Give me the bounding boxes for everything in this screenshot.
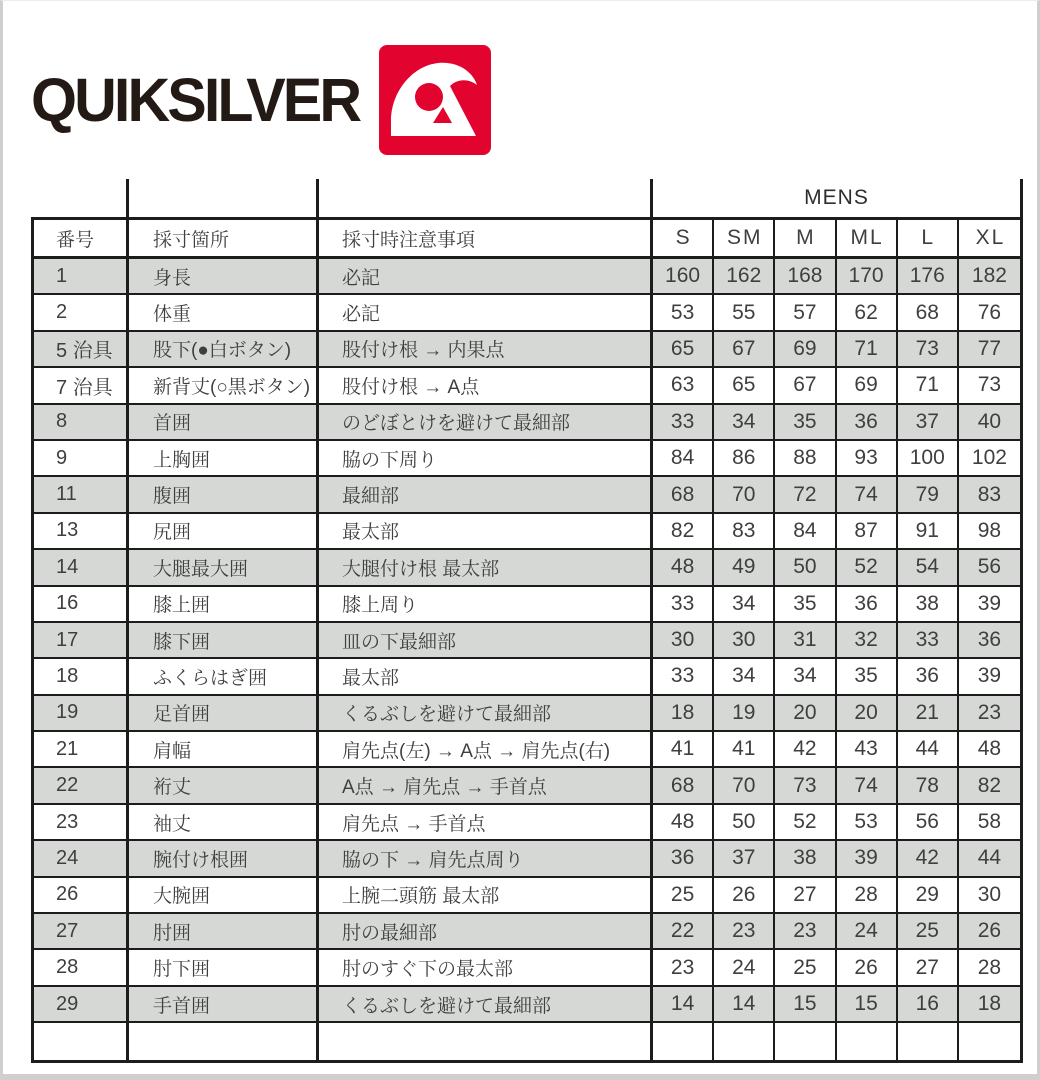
size-value-cell: 65 bbox=[653, 332, 714, 366]
size-value-cell: 68 bbox=[898, 295, 959, 329]
part-name-cell: 股下(●白ボタン) bbox=[129, 332, 319, 366]
part-name-cell: ふくらはぎ囲 bbox=[129, 659, 319, 693]
table-row bbox=[34, 841, 1020, 877]
size-value-cell: 57 bbox=[775, 295, 836, 329]
size-value-cell: 91 bbox=[898, 514, 959, 548]
size-value-cell: 168 bbox=[775, 259, 836, 293]
size-value-cell: 48 bbox=[653, 805, 714, 839]
size-value-cell: 69 bbox=[837, 368, 898, 402]
size-value-cell: 39 bbox=[837, 841, 898, 875]
note-cell: 股付け根 → 内果点 bbox=[319, 332, 653, 366]
note-cell: 必記 bbox=[319, 295, 653, 329]
note-cell: くるぶしを避けて最細部 bbox=[319, 696, 653, 730]
part-name-cell: 上胸囲 bbox=[129, 441, 319, 475]
row-number-cell: 11 bbox=[34, 477, 129, 511]
table-header-row bbox=[34, 220, 1020, 259]
size-value-cell: 88 bbox=[775, 441, 836, 475]
size-value-cell: 70 bbox=[714, 768, 775, 802]
table-row bbox=[34, 405, 1020, 441]
size-value-cell: 74 bbox=[837, 768, 898, 802]
size-value-cell: 27 bbox=[775, 878, 836, 912]
size-value-cell: 68 bbox=[653, 477, 714, 511]
table-row bbox=[34, 332, 1020, 368]
size-value-cell: 33 bbox=[653, 587, 714, 621]
row-number-cell: 5 治具 bbox=[34, 332, 129, 366]
size-value-cell: 40 bbox=[977, 409, 1002, 433]
size-value-cell: 20 bbox=[775, 696, 836, 730]
size-value-cell: 73 bbox=[977, 373, 1002, 397]
part-name-cell: 首囲 bbox=[129, 405, 319, 439]
row-number-cell: 7 治具 bbox=[34, 368, 129, 402]
size-value-cell: 15 bbox=[837, 987, 898, 1021]
part-name-cell: 肘下囲 bbox=[129, 950, 319, 984]
size-value-cell: 62 bbox=[837, 295, 898, 329]
size-value-cell: 100 bbox=[898, 441, 959, 475]
row-number-cell: 24 bbox=[34, 841, 129, 875]
size-value-cell: 93 bbox=[837, 441, 898, 475]
size-value-cell: 34 bbox=[714, 659, 775, 693]
size-value-cell: 176 bbox=[898, 259, 959, 293]
size-value-cell: 39 bbox=[977, 664, 1002, 688]
size-value-cell: 22 bbox=[653, 914, 714, 948]
size-value-cell: 73 bbox=[775, 768, 836, 802]
size-value-cell: 55 bbox=[714, 295, 775, 329]
note-cell: のどぼとけを避けて最細部 bbox=[319, 405, 653, 439]
size-value-cell: 102 bbox=[971, 446, 1007, 470]
size-value-cell: 29 bbox=[898, 878, 959, 912]
size-value-cell: 25 bbox=[898, 914, 959, 948]
size-value-cell: 37 bbox=[714, 841, 775, 875]
row-number-cell: 16 bbox=[34, 587, 129, 621]
size-value-cell: 23 bbox=[714, 914, 775, 948]
size-value-cell: 34 bbox=[775, 659, 836, 693]
size-value-cell: 82 bbox=[977, 773, 1002, 797]
part-name-cell: 肘囲 bbox=[129, 914, 319, 948]
note-cell: 膝上周り bbox=[319, 587, 653, 621]
size-value-cell: 33 bbox=[898, 623, 959, 657]
size-value-cell: 41 bbox=[653, 732, 714, 766]
column-header-number: 番号 bbox=[34, 220, 129, 256]
size-value-cell: 25 bbox=[653, 878, 714, 912]
table-row bbox=[34, 259, 1020, 295]
size-value-cell: 52 bbox=[837, 550, 898, 584]
size-value-cell: 30 bbox=[714, 623, 775, 657]
column-header-part: 採寸箇所 bbox=[129, 220, 319, 256]
size-value-cell: 79 bbox=[898, 477, 959, 511]
row-number-cell: 8 bbox=[34, 405, 129, 439]
size-value-cell: 34 bbox=[714, 587, 775, 621]
size-value-cell: 36 bbox=[837, 587, 898, 621]
size-value-cell: 84 bbox=[775, 514, 836, 548]
row-number-cell: 18 bbox=[34, 659, 129, 693]
note-cell: 必記 bbox=[319, 259, 653, 293]
part-name-cell: 体重 bbox=[129, 295, 319, 329]
size-value-cell: 53 bbox=[653, 295, 714, 329]
size-column-header: XL bbox=[975, 226, 1006, 249]
size-value-cell: 39 bbox=[977, 591, 1002, 615]
size-value-cell: 24 bbox=[837, 914, 898, 948]
size-value-cell: 18 bbox=[653, 696, 714, 730]
size-group-band bbox=[31, 179, 1023, 217]
size-column-header: SM bbox=[714, 220, 775, 256]
row-number-cell: 22 bbox=[34, 768, 129, 802]
note-cell: くるぶしを避けて最細部 bbox=[319, 987, 653, 1021]
note-cell: 肩先点 → 手首点 bbox=[319, 805, 653, 839]
part-name-cell: 身長 bbox=[129, 259, 319, 293]
column-divider bbox=[316, 179, 319, 217]
size-value-cell: 32 bbox=[837, 623, 898, 657]
size-value-cell: 50 bbox=[714, 805, 775, 839]
size-value-cell: 83 bbox=[977, 482, 1002, 506]
row-number-cell: 19 bbox=[34, 696, 129, 730]
size-value-cell: 14 bbox=[714, 987, 775, 1021]
size-value-cell: 42 bbox=[775, 732, 836, 766]
size-value-cell: 23 bbox=[653, 950, 714, 984]
size-value-cell: 48 bbox=[653, 550, 714, 584]
size-value-cell: 65 bbox=[714, 368, 775, 402]
size-column-header: ML bbox=[837, 220, 898, 256]
size-value-cell: 83 bbox=[714, 514, 775, 548]
note-cell: 最太部 bbox=[319, 514, 653, 548]
row-number-cell: 17 bbox=[34, 623, 129, 657]
brand-wordmark: QUIKSILVER bbox=[31, 66, 360, 134]
note-cell: 脇の下周り bbox=[319, 441, 653, 475]
size-value-cell: 19 bbox=[714, 696, 775, 730]
row-number-cell: 21 bbox=[34, 732, 129, 766]
size-value-cell: 36 bbox=[898, 659, 959, 693]
part-name-cell: 袖丈 bbox=[129, 805, 319, 839]
size-value-cell: 36 bbox=[837, 405, 898, 439]
size-value-cell: 14 bbox=[653, 987, 714, 1021]
size-value-cell: 21 bbox=[898, 696, 959, 730]
size-value-cell: 76 bbox=[977, 300, 1002, 324]
size-value-cell: 54 bbox=[898, 550, 959, 584]
size-group-label: MENS bbox=[804, 186, 869, 209]
size-value-cell: 34 bbox=[714, 405, 775, 439]
size-column-header: S bbox=[653, 220, 714, 256]
size-value-cell: 53 bbox=[837, 805, 898, 839]
size-value-cell: 44 bbox=[898, 732, 959, 766]
size-value-cell: 67 bbox=[775, 368, 836, 402]
part-name-cell: 足首囲 bbox=[129, 696, 319, 730]
size-value-cell: 162 bbox=[714, 259, 775, 293]
column-divider bbox=[1020, 179, 1023, 217]
table-row bbox=[34, 878, 1020, 914]
size-value-cell: 71 bbox=[898, 368, 959, 402]
table-row bbox=[34, 987, 1020, 1023]
part-name-cell: 膝上囲 bbox=[129, 587, 319, 621]
size-column-header: L bbox=[898, 220, 959, 256]
part-name-cell: 大腿最大囲 bbox=[129, 550, 319, 584]
table-row bbox=[34, 659, 1020, 695]
size-value-cell: 77 bbox=[977, 336, 1002, 360]
size-value-cell: 72 bbox=[775, 477, 836, 511]
size-value-cell: 182 bbox=[971, 264, 1007, 288]
part-name-cell: 手首囲 bbox=[129, 987, 319, 1021]
size-value-cell: 160 bbox=[653, 259, 714, 293]
row-number-cell: 23 bbox=[34, 805, 129, 839]
table-row bbox=[34, 295, 1020, 331]
size-value-cell: 36 bbox=[977, 628, 1002, 652]
table-body bbox=[31, 217, 1023, 1063]
table-row bbox=[34, 805, 1020, 841]
size-value-cell: 26 bbox=[837, 950, 898, 984]
size-value-cell: 26 bbox=[714, 878, 775, 912]
note-cell: 股付け根 → A点 bbox=[319, 368, 653, 402]
size-column-header: M bbox=[775, 220, 836, 256]
part-name-cell: 大腕囲 bbox=[129, 878, 319, 912]
row-number-cell: 1 bbox=[34, 259, 129, 293]
row-number-cell: 29 bbox=[34, 987, 129, 1021]
size-value-cell: 36 bbox=[653, 841, 714, 875]
measurement-table bbox=[31, 179, 1023, 1063]
size-value-cell: 26 bbox=[977, 919, 1002, 943]
size-value-cell: 67 bbox=[714, 332, 775, 366]
note-cell: 最細部 bbox=[319, 477, 653, 511]
size-value-cell: 23 bbox=[977, 700, 1002, 724]
part-name-cell: 膝下囲 bbox=[129, 623, 319, 657]
size-value-cell: 71 bbox=[837, 332, 898, 366]
note-cell: 皿の下最細部 bbox=[319, 623, 653, 657]
size-value-cell: 56 bbox=[977, 555, 1002, 579]
column-divider bbox=[126, 179, 129, 217]
size-value-cell: 42 bbox=[898, 841, 959, 875]
size-value-cell: 16 bbox=[898, 987, 959, 1021]
table-row bbox=[34, 623, 1020, 659]
size-value-cell: 35 bbox=[837, 659, 898, 693]
size-value-cell: 31 bbox=[775, 623, 836, 657]
size-value-cell: 25 bbox=[775, 950, 836, 984]
table-row bbox=[34, 550, 1020, 586]
note-cell: 肘の最細部 bbox=[319, 914, 653, 948]
size-value-cell: 28 bbox=[977, 955, 1002, 979]
row-number-cell: 9 bbox=[34, 441, 129, 475]
part-name-cell: 腹囲 bbox=[129, 477, 319, 511]
row-number-cell: 14 bbox=[34, 550, 129, 584]
part-name-cell: 腕付け根囲 bbox=[129, 841, 319, 875]
note-cell: A点 → 肩先点 → 手首点 bbox=[319, 768, 653, 802]
size-value-cell: 35 bbox=[775, 587, 836, 621]
size-value-cell: 50 bbox=[775, 550, 836, 584]
table-row bbox=[34, 950, 1020, 986]
size-value-cell: 78 bbox=[898, 768, 959, 802]
size-value-cell: 98 bbox=[977, 518, 1002, 542]
note-cell: 肩先点(左) → A点 → 肩先点(右) bbox=[319, 732, 653, 766]
table-row bbox=[34, 732, 1020, 768]
table-row bbox=[34, 368, 1020, 404]
row-number-cell: 26 bbox=[34, 878, 129, 912]
size-value-cell: 86 bbox=[714, 441, 775, 475]
size-value-cell: 68 bbox=[653, 768, 714, 802]
table-row bbox=[34, 696, 1020, 732]
size-value-cell: 35 bbox=[775, 405, 836, 439]
row-number-cell: 13 bbox=[34, 514, 129, 548]
size-value-cell: 70 bbox=[714, 477, 775, 511]
size-value-cell: 82 bbox=[653, 514, 714, 548]
table-row bbox=[34, 587, 1020, 623]
row-number-cell: 27 bbox=[34, 914, 129, 948]
row-number-cell: 2 bbox=[34, 295, 129, 329]
table-row bbox=[34, 477, 1020, 513]
brand-header bbox=[31, 45, 491, 155]
table-row-empty bbox=[34, 1023, 1020, 1059]
size-value-cell: 44 bbox=[977, 846, 1002, 870]
note-cell: 脇の下 → 肩先点周り bbox=[319, 841, 653, 875]
size-value-cell: 84 bbox=[653, 441, 714, 475]
size-value-cell: 27 bbox=[898, 950, 959, 984]
size-value-cell: 18 bbox=[977, 992, 1002, 1015]
size-value-cell: 74 bbox=[837, 477, 898, 511]
size-value-cell: 56 bbox=[898, 805, 959, 839]
quiksilver-wave-mountain-icon bbox=[379, 45, 491, 155]
table-row bbox=[34, 514, 1020, 550]
size-value-cell: 48 bbox=[977, 737, 1002, 761]
size-value-cell: 43 bbox=[837, 732, 898, 766]
part-name-cell: 裄丈 bbox=[129, 768, 319, 802]
table-row bbox=[34, 914, 1020, 950]
size-value-cell: 33 bbox=[653, 659, 714, 693]
size-value-cell: 73 bbox=[898, 332, 959, 366]
part-name-cell: 尻囲 bbox=[129, 514, 319, 548]
size-value-cell: 33 bbox=[653, 405, 714, 439]
size-value-cell: 30 bbox=[977, 882, 1002, 906]
table-row bbox=[34, 768, 1020, 804]
size-value-cell: 28 bbox=[837, 878, 898, 912]
size-value-cell: 87 bbox=[837, 514, 898, 548]
table-row bbox=[34, 441, 1020, 477]
size-value-cell: 63 bbox=[653, 368, 714, 402]
size-value-cell: 58 bbox=[977, 810, 1002, 834]
size-value-cell: 23 bbox=[775, 914, 836, 948]
size-value-cell: 49 bbox=[714, 550, 775, 584]
size-value-cell: 20 bbox=[837, 696, 898, 730]
size-value-cell: 15 bbox=[775, 987, 836, 1021]
note-cell: 最太部 bbox=[319, 659, 653, 693]
size-value-cell: 30 bbox=[653, 623, 714, 657]
size-value-cell: 52 bbox=[775, 805, 836, 839]
size-value-cell: 38 bbox=[775, 841, 836, 875]
note-cell: 大腿付け根 最太部 bbox=[319, 550, 653, 584]
size-value-cell: 170 bbox=[837, 259, 898, 293]
part-name-cell: 肩幅 bbox=[129, 732, 319, 766]
size-value-cell: 41 bbox=[714, 732, 775, 766]
size-value-cell: 69 bbox=[775, 332, 836, 366]
size-value-cell: 38 bbox=[898, 587, 959, 621]
row-number-cell: 28 bbox=[34, 950, 129, 984]
note-cell: 肘のすぐ下の最太部 bbox=[319, 950, 653, 984]
part-name-cell: 新背丈(○黒ボタン) bbox=[129, 368, 319, 402]
note-cell: 上腕二頭筋 最太部 bbox=[319, 878, 653, 912]
size-value-cell: 24 bbox=[714, 950, 775, 984]
column-header-note: 採寸時注意事項 bbox=[319, 220, 653, 256]
size-value-cell: 37 bbox=[898, 405, 959, 439]
